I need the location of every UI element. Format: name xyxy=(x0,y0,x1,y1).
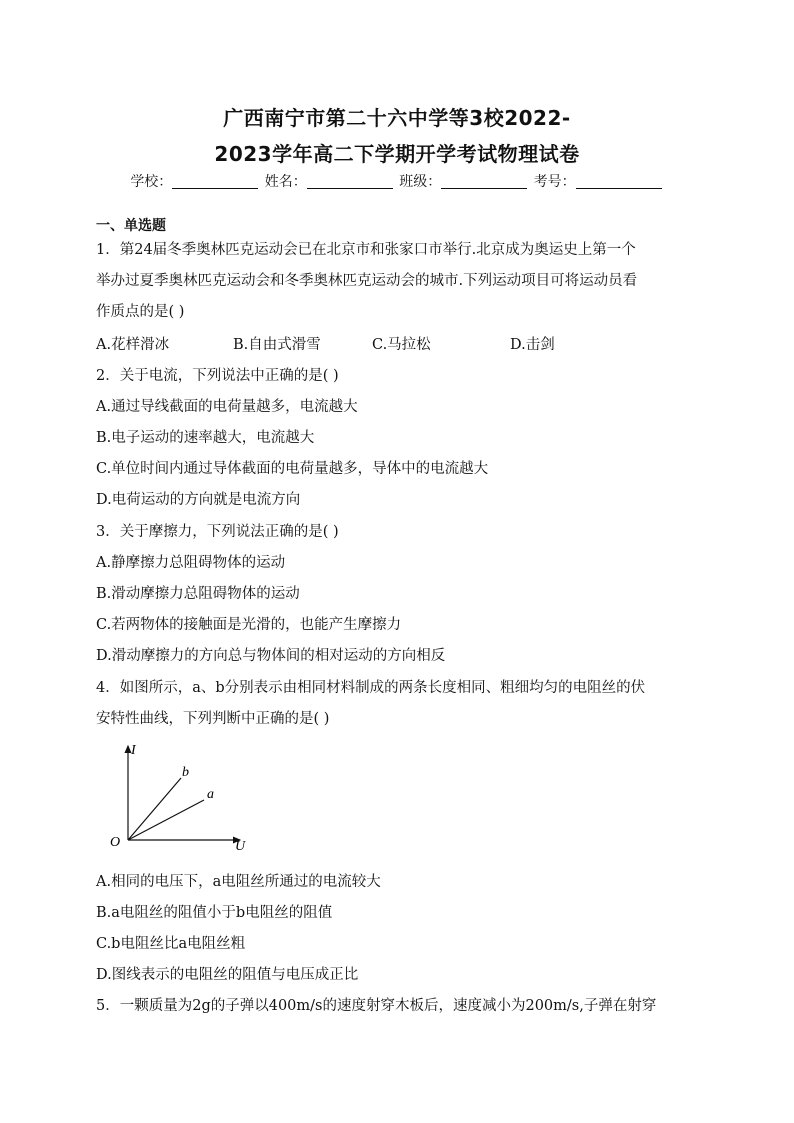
q4-option-b: B.a电阻丝的阻值小于b电阻丝的阻值 xyxy=(96,905,333,921)
exam-title-line-1: 广西南宁市第二十六中学等3校2022- xyxy=(223,106,571,130)
exam-title-line-2: 2023学年高二下学期开学考试物理试卷 xyxy=(214,142,580,166)
q3-option-b: B.滑动摩擦力总阻碍物体的运动 xyxy=(96,586,300,602)
q1-stem-line-3: 作质点的是( ) xyxy=(96,304,185,320)
line-b xyxy=(128,778,181,840)
q4-option-c: C.b电阻丝比a电阻丝粗 xyxy=(96,936,246,952)
q1-option-c: C.马拉松 xyxy=(372,337,431,353)
q2-option-c: C.单位时间内通过导体截面的电荷量越多，导体中的电流越大 xyxy=(96,461,489,477)
q3-option-a: A.静摩擦力总阻碍物体的运动 xyxy=(96,555,286,571)
q2-option-d: D.电荷运动的方向就是电流方向 xyxy=(96,492,301,508)
q4-option-d: D.图线表示的电阻丝的阻值与电压成正比 xyxy=(96,967,359,983)
line-b-label: b xyxy=(182,765,189,780)
q3-option-d: D.滑动摩擦力的方向总与物体间的相对运动的方向相反 xyxy=(96,648,446,664)
class-label: 班级： xyxy=(399,174,442,190)
student-info-row xyxy=(0,171,794,191)
q2-option-a: A.通过导线截面的电荷量越多，电流越大 xyxy=(96,399,358,415)
q2-stem: 2．关于电流，下列说法中正确的是( ) xyxy=(96,368,339,384)
q1-option-d: D.击剑 xyxy=(510,337,555,353)
q1-stem-line-1: 1．第24届冬季奥林匹克运动会已在北京市和张家口市举行.北京成为奥运史上第一个 xyxy=(96,242,636,258)
name-blank[interactable] xyxy=(307,174,393,189)
school-label: 学校： xyxy=(130,174,173,190)
exam-number-blank[interactable] xyxy=(576,174,662,189)
exam-number-label: 考号： xyxy=(533,174,576,190)
q3-option-c: C.若两物体的接触面是光滑的，也能产生摩擦力 xyxy=(96,617,402,633)
class-blank[interactable] xyxy=(441,174,527,189)
q1-stem-line-2: 举办过夏季奥林匹克运动会和冬季奥林匹克运动会的城市.下列运动项目可将运动员看 xyxy=(96,273,638,289)
q5-stem-line-1: 5．一颗质量为2g的子弹以400m/s的速度射穿木板后，速度减小为200m/s,子弹在射穿 xyxy=(96,998,657,1014)
q3-stem: 3．关于摩擦力，下列说法正确的是( ) xyxy=(96,524,339,540)
q4-option-a: A.相同的电压下，a电阻丝所通过的电流较大 xyxy=(96,874,381,890)
q1-option-a: A.花样滑冰 xyxy=(96,337,170,353)
x-axis-label: U xyxy=(235,839,246,854)
line-a-label: a xyxy=(207,787,214,802)
y-axis-label: I xyxy=(131,743,136,758)
origin-label: O xyxy=(110,835,121,850)
iu-characteristic-graph xyxy=(108,738,258,856)
q1-option-b: B.自由式滑雪 xyxy=(233,337,321,353)
q4-stem-line-2: 安特性曲线，下列判断中正确的是( ) xyxy=(96,711,330,727)
name-label: 姓名： xyxy=(264,174,307,190)
q4-stem-line-1: 4．如图所示，a、b分别表示由相同材料制成的两条长度相同、粗细均匀的电阻丝的伏 xyxy=(96,680,646,696)
school-blank[interactable] xyxy=(172,174,258,189)
line-a xyxy=(128,800,204,840)
q2-option-b: B.电子运动的速率越大，电流越大 xyxy=(96,430,315,446)
section-heading: 一、单选题 xyxy=(96,218,166,234)
